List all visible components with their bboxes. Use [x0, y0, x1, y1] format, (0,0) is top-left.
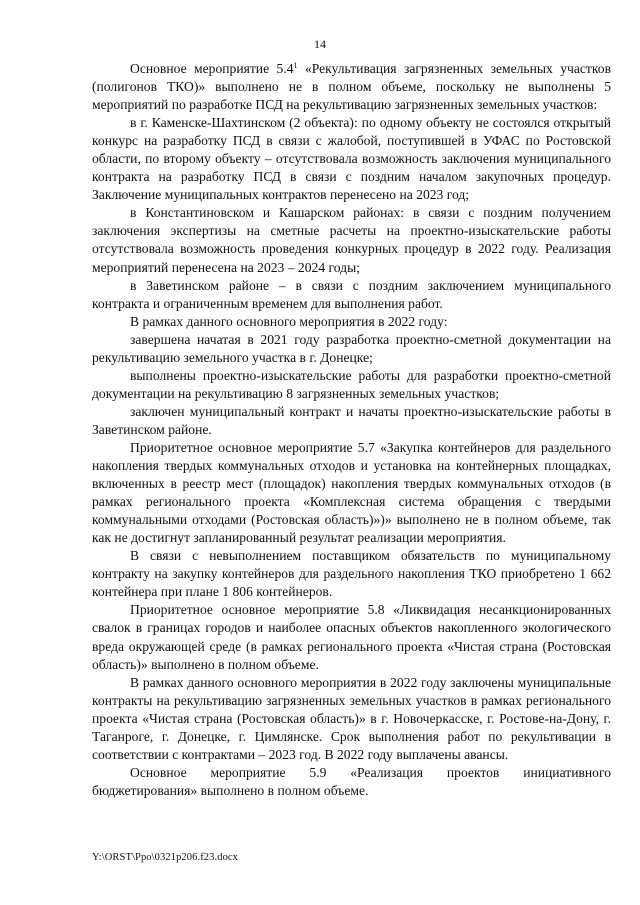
paragraph-completed: завершена начатая в 2021 году разработка проектно-сметной документации на рекультивацию земельного участка в г. Донецке;	[92, 331, 611, 365]
footnote-marker: 1	[293, 61, 298, 70]
paragraph-zavetinsk: в Заветинском районе – в связи с поздним заключением муниципального контракта и ограниченным временем для выполнения работ.	[92, 277, 611, 311]
body-text	[92, 60, 611, 800]
paragraph-measure-5-8: Приоритетное основное мероприятие 5.8 «Ликвидация несанкционированных свалок в границах городов и наиболее опасных объектов накопленного экологического вреда окружающей среде (в рамках регионального проекта «Чистая страна (Ростовская область)» выполнено в полном объеме.	[92, 602, 611, 672]
paragraph-contracts-2022: В рамках данного основного мероприятия в 2022 году заключены муниципальные контракты на рекультивацию загрязненных земельных участков в рамках регионального проекта «Чистая страна (Ростовская область)» в г. Новочеркасске, г. Ростове-на-Дону, г. Таганроге, г. Донецке, г. Цимлянске. Срок выполнения работ по рекультивации в соответствии с контрактами – 2023 год. В 2022 году выплачены авансы.	[92, 674, 611, 762]
paragraph-within-measure: В рамках данного основного мероприятия в 2022 году:	[130, 313, 448, 329]
paragraph-text: «Рекультивация загрязненных земельных участков (полигонов ТКО)» выполнено не в полном объеме, поскольку не выполнены 5 мероприятий по разработке ПСД на рекультивацию загрязненных земельных участков:	[92, 61, 611, 113]
paragraph-measure-5-9: Основное мероприятие 5.9 «Реализация проектов инициативного бюджетирования» выполнено в полном объеме.	[92, 764, 611, 798]
footer-file-path: Y:\ORST\Ppo\0321p206.f23.docx	[92, 852, 239, 863]
paragraph-measure-5-4	[92, 60, 611, 114]
paragraph-containers: В связи с невыполнением поставщиком обязательств по муниципальному контракту на закупку контейнеров для раздельного накопления ТКО приобретено 1 662 контейнера при плане 1 806 контейнеров.	[92, 548, 611, 600]
paragraph-text: Основное мероприятие 5.4	[130, 61, 294, 76]
paragraph-performed: выполнены проектно-изыскательские работы для разработки проектно-сметной документации на рекультивацию 8 загрязненных земельных участков;	[92, 367, 611, 401]
paragraph-kamensk: в г. Каменске-Шахтинском (2 объекта): по одному объекту не состоялся открытый конкурс на разработку ПСД в связи с жалобой, поступившей в УФАС по Ростовской области, по второму объекту – отсутствовала возможность заключения муниципального контракта на разработку ПСД в связи с поздним началом закупочных процедур. Заключение муниципальных контрактов перенесено на 2023 год;	[92, 115, 611, 203]
page-number: 14	[314, 37, 326, 51]
paragraph-measure-5-7: Приоритетное основное мероприятие 5.7 «Закупка контейнеров для раздельного накопления твердых коммунальных отходов и установка на контейнерных площадках, включенных в реестр мест (площадок) накопления твердых коммунальных отходов (в рамках регионального проекта «Комплексная система обращения с твердыми коммунальными отходами (Ростовская область)»)» выполнено не в полном объеме, так как не достигнут запланированный результат реализации мероприятия.	[92, 439, 611, 546]
paragraph-konstantinovsk: в Константиновском и Кашарском районах: в связи с поздним получением заключения экспертизы на сметные расчеты на проектно-изыскательские работы отсутствовала возможность проведения конкурных процедур в 2022 году. Реализация мероприятий перенесена на 2023 – 2024 годы;	[92, 205, 611, 275]
paragraph-contract: заключен муниципальный контракт и начаты проектно-изыскательские работы в Заветинском районе.	[92, 403, 611, 437]
